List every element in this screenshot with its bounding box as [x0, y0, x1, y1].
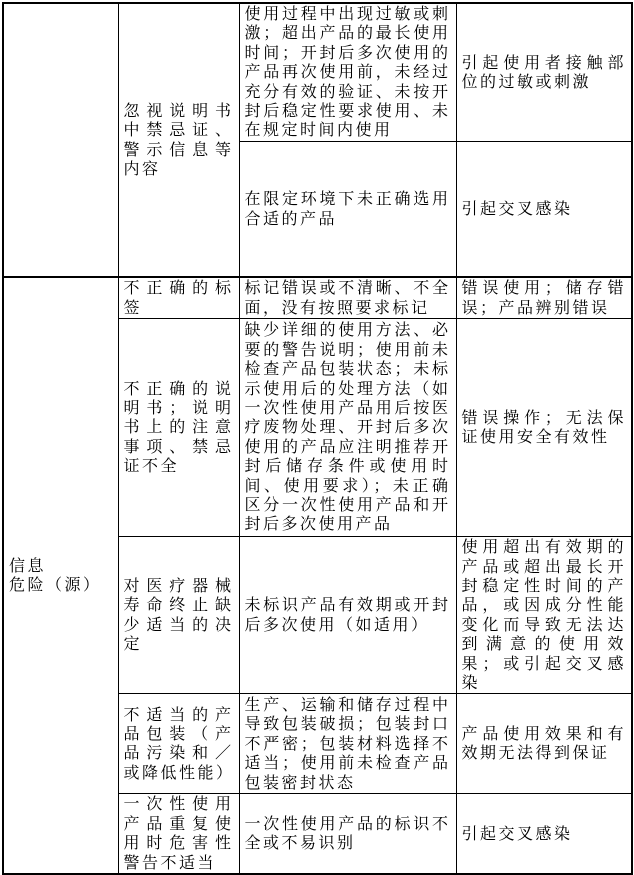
harm-cell: 产品使用效果和有效期无法得到保证 — [456, 694, 632, 794]
harm-cell: 引起交叉感染 — [456, 794, 632, 874]
situation-cell: 生产、运输和储存过程中导致包装破损；包装封口不严密；包装材料选择不适当；使用前未检查产品包装密封状态 — [239, 694, 456, 794]
table-row — [3, 3, 632, 141]
situation-cell: 标记错误或不清晰、不全面，没有按照要求标记 — [239, 277, 456, 318]
harm-cell: 引起交叉感染 — [456, 141, 632, 277]
hazard-source-line: 危险（源） — [9, 577, 102, 595]
cause-cell: 不正确的标签 — [118, 277, 239, 318]
table-row — [3, 277, 632, 318]
situation-cell: 使用过程中出现过敏或刺激；超出产品的最长使用时间；开封后多次使用的产品再次使用前，未经过充分有效的验证、未按开封后稳定性要求使用、未在规定时间内使用 — [239, 3, 456, 141]
situation-cell: 一次性使用产品的标识不全或不易识别 — [239, 794, 456, 874]
cause-cell: 对医疗器械寿命终止缺少适当的决定 — [118, 537, 239, 694]
situation-cell: 在限定环境下未正确选用合适的产品 — [239, 141, 456, 277]
harm-cell: 错误操作；无法保证使用安全有效性 — [456, 319, 632, 537]
cause-cell: 忽视说明书中禁忌证、警示信息等内容 — [118, 3, 239, 277]
hazard-source-cell — [3, 277, 118, 874]
hazard-source-cell-empty — [3, 3, 118, 277]
cause-cell: 不适当的产品包装（产品污染和／或降低性能） — [118, 694, 239, 794]
hazard-source-line: 信息 — [9, 557, 47, 575]
situation-cell: 缺少详细的使用方法、必要的警告说明；使用前未检查产品包装状态；未标示使用后的处理方法（如一次性使用产品用后按医疗废物处理、开封后多次使用的产品应注明推荐开封后储存条件或使用时间、使用要求）；未正确区分一次性使用产品和开封后多次使用产品 — [239, 319, 456, 537]
harm-cell: 使用超出有效期的产品或超出最长开封稳定性时间的产品，或因成分性能变化而导致无法达到满意的使用效果；或引起交叉感染 — [456, 537, 632, 694]
risk-analysis-table — [2, 2, 633, 875]
cause-cell: 一次性使用产品重复使用时危害性警告不适当 — [118, 794, 239, 874]
harm-cell: 引起使用者接触部位的过敏或刺激 — [456, 3, 632, 141]
harm-cell: 错误使用；储存错误；产品辨别错误 — [456, 277, 632, 318]
situation-cell: 未标识产品有效期或开封后多次使用（如适用） — [239, 537, 456, 694]
cause-cell: 不正确的说明书；说明书上的注意事项、禁忌证不全 — [118, 319, 239, 537]
